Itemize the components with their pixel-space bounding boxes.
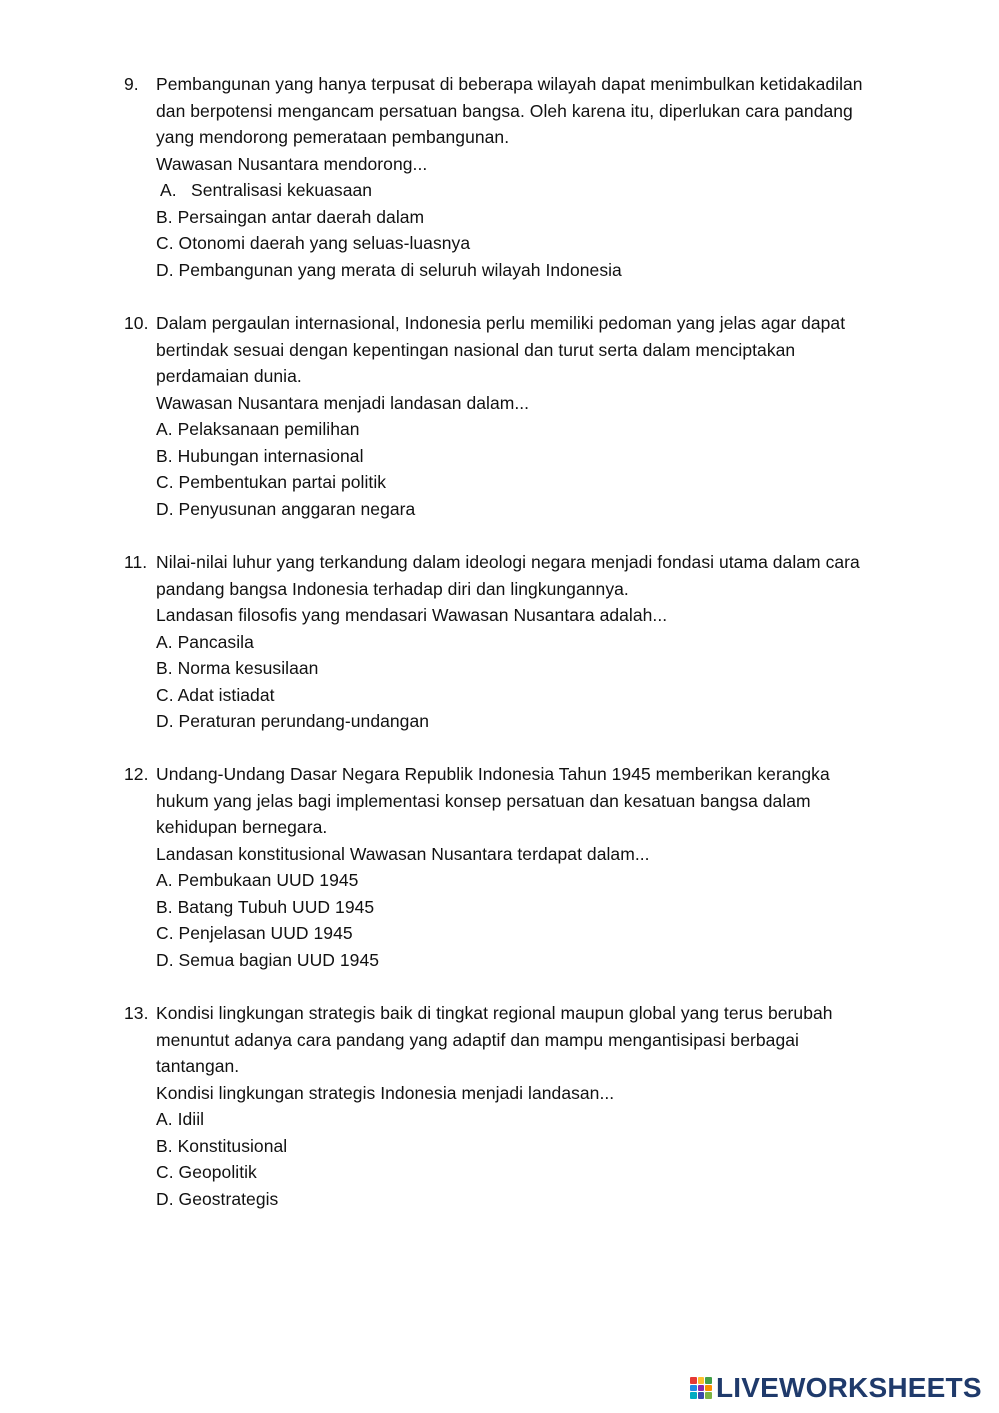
question-number: 12. [124,764,149,784]
question-stem-line: Nilai-nilai luhur yang terkandung dalam ideologi negara menjadi fondasi utama dalam cara [156,552,860,572]
brand-name: LIVEWORKSHEETS [716,1372,982,1403]
question-stem-line: Undang-Undang Dasar Negara Republik Indonesia Tahun 1945 memberikan kerangka [156,764,830,784]
option-c[interactable]: C. Otonomi daerah yang seluas-luasnya [156,233,471,253]
question-stem-line: tantangan. [156,1056,240,1076]
question-stem-line: Pembangunan yang hanya terpusat di beberapa wilayah dapat menimbulkan ketidakadilan [156,74,863,94]
option-text: Konstitusional [177,1135,288,1156]
option-d[interactable]: D. Semua bagian UUD 1945 [156,949,380,970]
question-prompt: Wawasan Nusantara menjadi landasan dalam... [156,392,530,413]
option-b[interactable]: B. Batang Tubuh UUD 1945 [156,896,375,917]
question-stem-line: dan berpotensi mengancam persatuan bangsa. Oleh karena itu, diperlukan cara pandang [156,100,853,121]
option-text: Sentralisasi kekuasaan [191,180,373,200]
option-a[interactable]: A. Pelaksanaan pemilihan [156,419,360,439]
option-a[interactable]: A. Pembukaan UUD 1945 [156,870,359,890]
question-prompt: Kondisi lingkungan strategis Indonesia menjadi landasan... [156,1082,615,1103]
liveworksheets-logo-icon [690,1377,712,1399]
option-text: Penyusunan anggaran negara [178,498,416,519]
option-c[interactable]: C. Pembentukan partai politik [156,472,387,492]
question-stem-line: yang mendorong pemerataan pembangunan. [156,127,510,147]
question-stem-line: kehidupan bernegara. [156,817,328,837]
question-11 [124,549,904,735]
question-number: 13. [124,1003,149,1023]
option-a[interactable]: A. Idiil [156,1109,205,1129]
option-text: Peraturan perundang-undangan [178,711,430,731]
option-text: Adat istiadat [177,684,275,705]
question-prompt: Landasan konstitusional Wawasan Nusantara terdapat dalam... [156,843,650,864]
question-stem-line: pandang bangsa Indonesia terhadap diri dan lingkungannya. [156,578,629,599]
option-text: Pelaksanaan pemilihan [177,419,360,439]
option-text: Otonomi daerah yang seluas-luasnya [178,233,471,253]
option-d[interactable]: D. Geostrategis [156,1188,279,1209]
option-text: Pembukaan UUD 1945 [177,870,359,890]
option-c[interactable]: C. Adat istiadat [156,684,275,705]
option-b[interactable]: B. Persaingan antar daerah dalam [156,206,425,227]
option-text: Norma kesusilaan [177,658,319,678]
question-stem-line: hukum yang jelas bagi implementasi konsep persatuan dan kesatuan bangsa dalam [156,790,811,811]
option-text: Pembentukan partai politik [178,472,387,492]
option-text: Geostrategis [178,1188,279,1209]
option-d[interactable]: D. Peraturan perundang-undangan [156,711,430,731]
question-9 [124,71,904,283]
option-b[interactable]: B. Konstitusional [156,1135,288,1156]
option-b[interactable]: B. Hubungan internasional [156,445,364,466]
option-c[interactable]: C. Geopolitik [156,1162,257,1182]
question-10 [124,310,904,522]
option-c[interactable]: C. Penjelasan UUD 1945 [156,923,353,943]
question-stem-line: Kondisi lingkungan strategis baik di tingkat regional maupun global yang terus berubah [156,1003,833,1023]
liveworksheets-brand [690,1374,982,1402]
option-text: Geopolitik [178,1162,257,1182]
option-text: Semua bagian UUD 1945 [178,949,380,970]
question-stem-line: menuntut adanya cara pandang yang adaptif dan mampu mengantisipasi berbagai [156,1029,799,1050]
question-stem-line: bertindak sesuai dengan kepentingan nasional dan turut serta dalam menciptakan [156,339,796,360]
option-text: Idiil [177,1109,205,1129]
option-a[interactable]: A. Sentralisasi kekuasaan [160,180,373,200]
question-12 [124,761,904,973]
question-prompt: Wawasan Nusantara mendorong... [156,153,428,174]
question-stem-line: Dalam pergaulan internasional, Indonesia perlu memiliki pedoman yang jelas agar dapat [156,313,846,333]
question-13 [124,1000,904,1212]
question-number: 11. [124,552,148,572]
question-prompt: Landasan filosofis yang mendasari Wawasan Nusantara adalah... [156,605,668,625]
option-d[interactable]: D. Penyusunan anggaran negara [156,498,416,519]
question-number: 9. [124,74,139,94]
option-b[interactable]: B. Norma kesusilaan [156,658,319,678]
option-text: Pembangunan yang merata di seluruh wilayah Indonesia [178,259,622,280]
option-a[interactable]: A. Pancasila [156,631,254,652]
option-text: Pancasila [177,631,254,652]
question-stem-line: perdamaian dunia. [156,366,302,386]
question-number: 10. [124,313,149,333]
option-text: Persaingan antar daerah dalam [177,206,425,227]
option-text: Batang Tubuh UUD 1945 [177,896,375,917]
option-d[interactable]: D. Pembangunan yang merata di seluruh wilayah Indonesia [156,259,622,280]
option-text: Hubungan internasional [177,445,364,466]
option-text: Penjelasan UUD 1945 [178,923,353,943]
